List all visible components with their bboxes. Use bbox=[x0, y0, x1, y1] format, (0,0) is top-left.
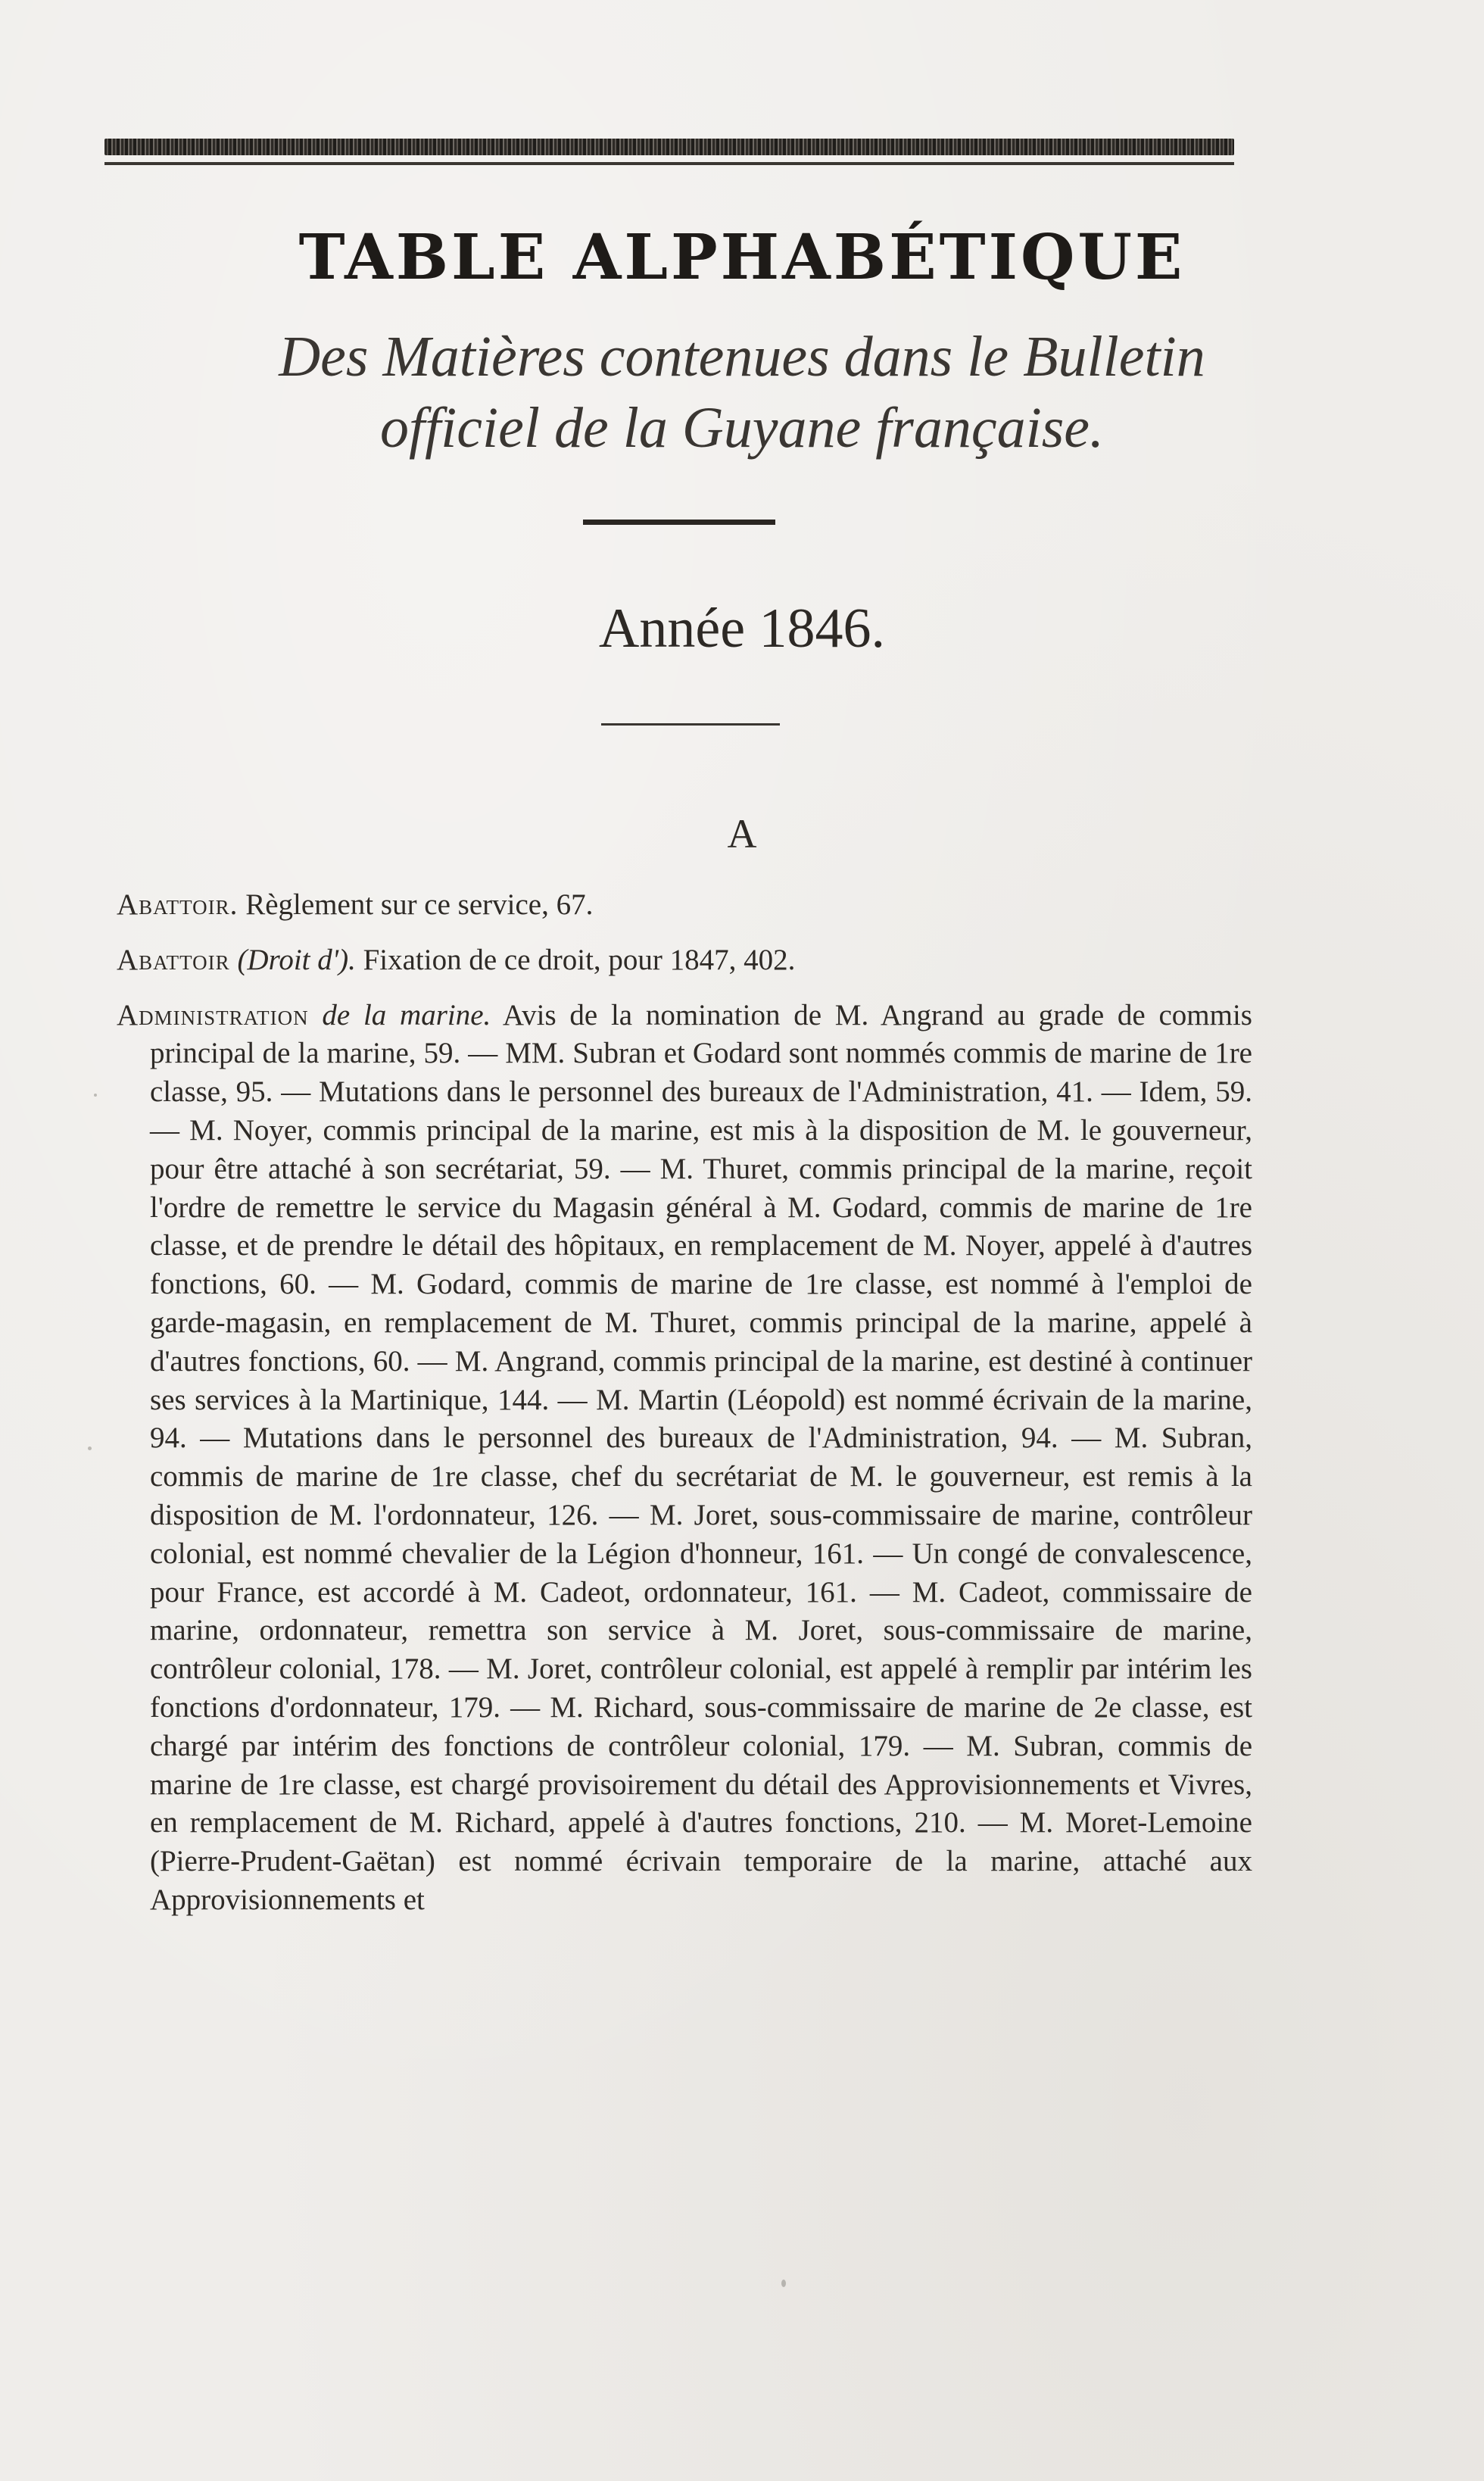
page-title: TABLE ALPHABÉTIQUE bbox=[298, 221, 1186, 294]
entry-qualifier: (Droit d'). bbox=[237, 943, 356, 976]
header-thin-rule bbox=[104, 162, 1234, 165]
subtitle-line-1: Des Matières contenues dans le Bulletin bbox=[279, 325, 1205, 389]
index-entry bbox=[117, 997, 1252, 1920]
year-heading: Année 1846. bbox=[598, 598, 886, 660]
entry-qualifier: de la marine. bbox=[322, 998, 491, 1031]
subtitle-line-2: officiel de la Guyane française. bbox=[379, 396, 1105, 460]
paper-speck bbox=[94, 1094, 97, 1097]
entry-text: Règlement sur ce service, 67. bbox=[245, 888, 594, 921]
paper-speck bbox=[88, 1446, 92, 1450]
index-entry bbox=[117, 941, 1252, 980]
entry-head: Administration bbox=[117, 998, 309, 1031]
entry-head: Abattoir. bbox=[117, 888, 238, 921]
entry-text: Avis de la nomination de M. Angrand au grade de commis principal de la marine, 59. — MM. Subran et Godard sont nommés commis de marine de 1re classe, 95. — Mutations dans le personnel des bureaux de l'Administration, 41. — Idem, 59. — M. Noyer, commis principal de la marine, est mis à la disposition de M. le gouverneur, pour être attaché à son secrétariat, 59. — M. Thuret, commis principal de la marine, reçoit l'ordre de remettre le service du Magasin général à M. Godard, commis de marine de 1re classe, et de prendre le détail des hôpitaux, en remplacement de M. Noyer, appelé à d'autres fonctions, 60. — M. Godard, commis de marine de 1re classe, est nommé à l'emploi de garde-magasin, en remplacement de M. Thuret, commis principal de la marine, appelé à d'autres fonctions, 60. — M. Angrand, commis principal de la marine, est destiné à continuer ses services à la Martinique, 144. — M. Martin (Léopold) est nommé écrivain de la marine, 94. — Mutations dans le personnel des bureaux de l'Administration, 94. — M. Subran, commis de marine de 1re classe, chef du secrétariat de M. le gouverneur, est remis à la disposition de M. l'ordonnateur, 126. — M. Joret, sous-commissaire de marine, contrôleur colonial, est nommé chevalier de la Légion d'honneur, 161. — Un congé de convalescence, pour France, est accordé à M. Cadeot, ordonnateur, 161. — M. Cadeot, commissaire de marine, ordonnateur, remettra son service à M. Joret, sous-commissaire de marine, contrôleur colonial, 178. — M. Joret, contrôleur colonial, est appelé à remplir par intérim les fonctions d'ordonnateur, 179. — M. Richard, sous-commissaire de marine de 2e classe, est chargé par intérim des fonctions de contrôleur colonial, 179. — M. Subran, commis de marine de 1re classe, est chargé provisoirement du détail des Approvisionnements et Vivres, en remplacement de M. Richard, appelé à d'autres fonctions, 210. — M. Moret-Lemoine (Pierre-Prudent-Gaëtan) est nommé écrivain temporaire de la marine, attaché aux Approvisionnements et bbox=[150, 998, 1252, 1916]
paper-speck bbox=[781, 2280, 786, 2287]
year-separator-rule bbox=[601, 723, 780, 726]
title-separator-rule bbox=[583, 520, 775, 525]
ornamental-header-rule bbox=[104, 139, 1234, 155]
section-letter: A bbox=[727, 811, 757, 857]
entry-head: Abattoir bbox=[117, 943, 230, 976]
index-entry bbox=[117, 886, 1252, 925]
entry-text: Fixation de ce droit, pour 1847, 402. bbox=[363, 943, 796, 976]
index-entries bbox=[117, 886, 1252, 1936]
